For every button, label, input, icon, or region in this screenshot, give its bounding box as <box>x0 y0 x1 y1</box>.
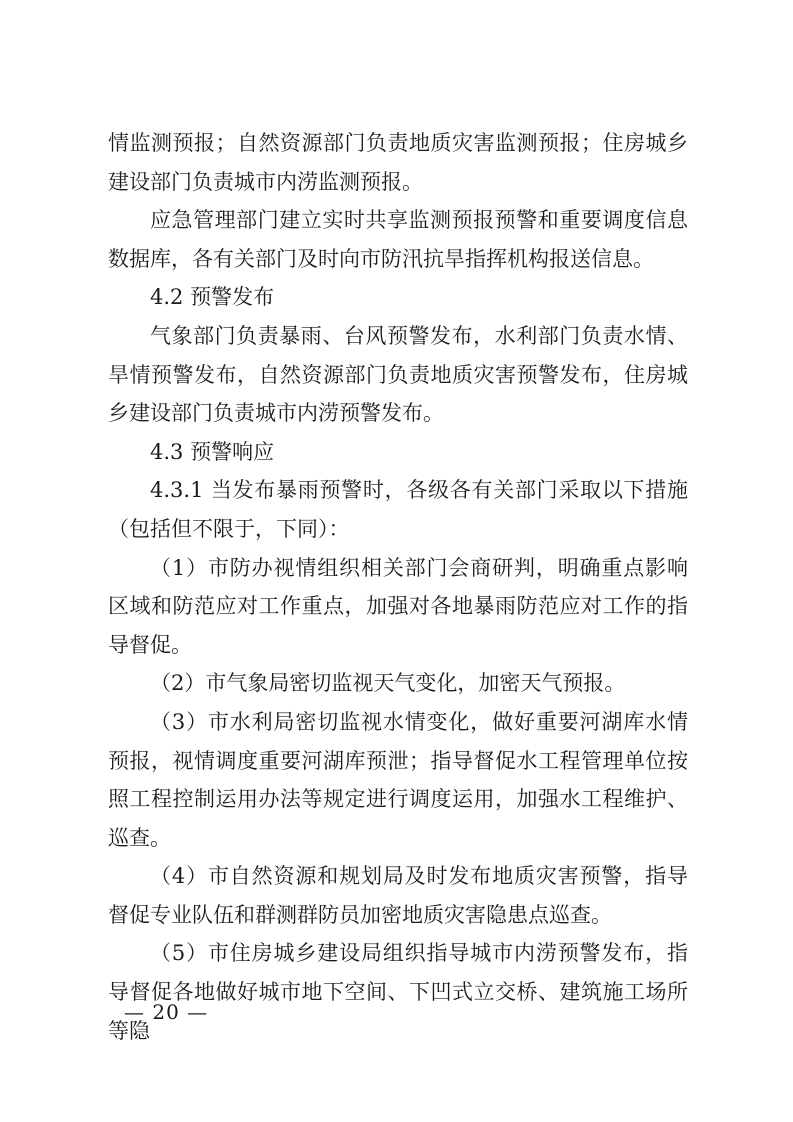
section-heading-4-2: 4.2 预警发布 <box>150 285 275 310</box>
list-item-5: （5）市住房城乡建设局组织指导城市内涝预警发布，指导督促各地做好城市地下空间、下凹式立交桥、建筑施工场所等隐 <box>108 941 688 1043</box>
paragraph-database: 应急管理部门建立实时共享监测预报预警和重要调度信息数据库，各有关部门及时向市防汛抗旱指挥机构报送信息。 <box>108 208 688 271</box>
document-body <box>108 124 688 1050</box>
section-heading-4-3: 4.3 预警响应 <box>150 439 275 464</box>
list-item-4: （4）市自然资源和规划局及时发布地质灾害预警，指导督促专业队伍和群测群防员加密地质灾害隐患点巡查。 <box>108 864 688 927</box>
list-item-2: （2）市气象局密切监视天气变化，加密天气预报。 <box>150 671 626 696</box>
list-item-3: （3）市水利局密切监视水情变化，做好重要河湖库水情预报，视情调度重要河湖库预泄；指导督促水工程管理单位按照工程控制运用办法等规定进行调度运用，加强水工程维护、巡查。 <box>108 709 688 850</box>
paragraph-continuation: 情监测预报；自然资源部门负责地质灾害监测预报；住房城乡建设部门负责城市内涝监测预报。 <box>108 131 688 194</box>
list-item-1: （1）市防办视情组织相关部门会商研判，明确重点影响区域和防范应对工作重点，加强对各地暴雨防范应对工作的指导督促。 <box>108 555 688 657</box>
page-number: — 20 — <box>124 1000 209 1024</box>
paragraph-warning-release: 气象部门负责暴雨、台风预警发布，水利部门负责水情、旱情预警发布，自然资源部门负责地质灾害预警发布，住房城乡建设部门负责城市内涝预警发布。 <box>108 323 688 426</box>
paragraph-4-3-1: 4.3.1 当发布暴雨预警时，各级各有关部门采取以下措施（包括但不限于，下同）： <box>108 478 688 541</box>
